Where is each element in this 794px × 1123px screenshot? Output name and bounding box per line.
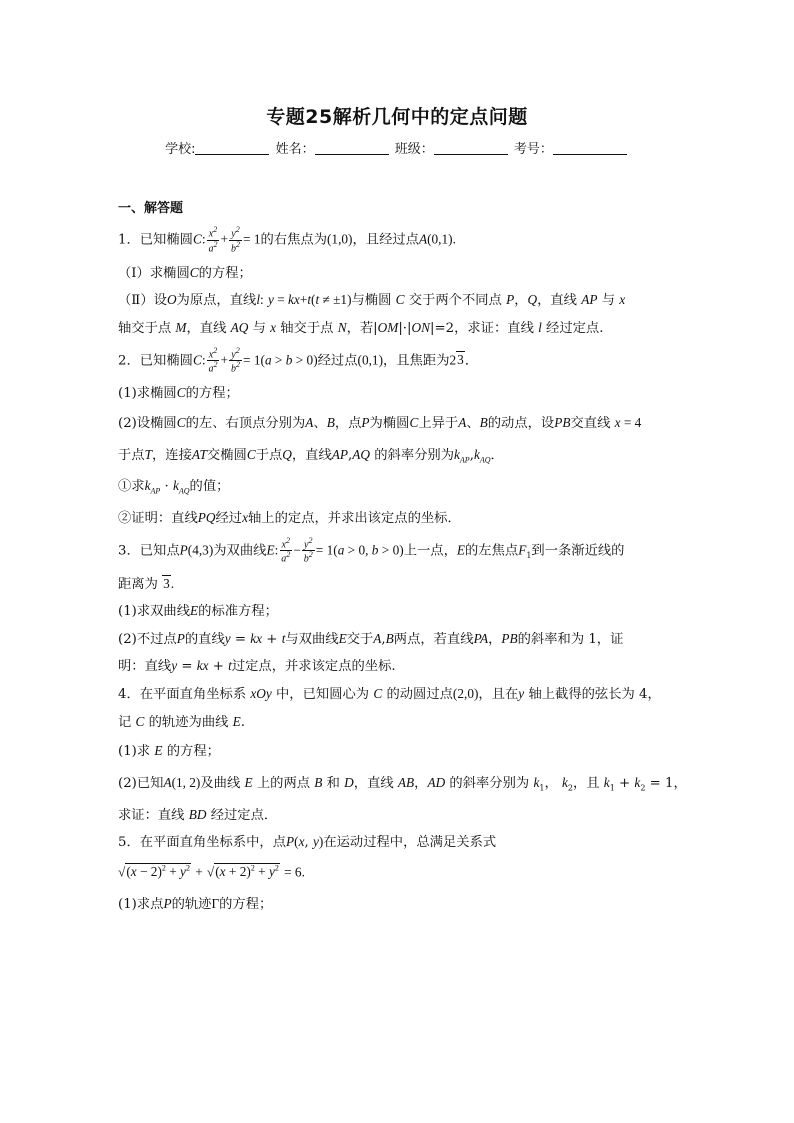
- problems-section: [118, 200, 687, 914]
- problem-2: 2．已知椭圆C: $\frac{x^2}{a^2}$ + $\frac{y^2}{b^2}$ = 1(a > b > 0)经过点(0,1)，且焦距为23． (1)求椭圆C的方程； (2)设椭圆C的左、右顶点分别为A、B，点P为椭圆C上异于A、B的动点，设PB交直线 x = 4 于点T，连接AT交椭圆C于点Q，直线AP,AQ 的斜率分别为$k_{AP},k_{AQ}$． ①求$k_{AP} \cdot k_{AQ}$的值； ②证明：直线PQ经过x轴上的定点，并求出该定点的坐标．: [118, 345, 642, 527]
- equation-line: $√(x - 2)^2 + y^2 + √(x + 2)^2 + y^2 = 6$.: [118, 863, 305, 880]
- school-blank[interactable]: [195, 142, 269, 155]
- problem-5: 5．在平面直角坐标系中，点P(x, y)在运动过程中，总满足关系式 $√(x - 2)^2 + y^2 + √(x + 2)^2 + y^2 = 6$. (1)求点P的轨迹Γ的方程；: [118, 833, 684, 914]
- name-blank[interactable]: [315, 142, 389, 155]
- section-heading: 一、解答题: [118, 201, 184, 216]
- class-blank[interactable]: [434, 142, 508, 155]
- problem-4: 4．在平面直角坐标系 xOy 中，已知圆心为 C 的动圆过点(2,0)，且在y 轴上截得的弦长为 4， 记 C 的轨迹为曲线 E. (1)求 E 的方程； (2)已知A(1, 2)及曲线 E 上的两点 B 和 D，直线 AB，AD 的斜率分别为 $k_1$， $k_2$，且 $k_1 + k_2 = 1$， 求证：直线 BD 经过定点．: [118, 685, 687, 823]
- problem-1: 1．已知椭圆C: $\frac{x^2}{a^2}$ + $\frac{y^2}{b^2}$ = 1的右焦点为(1,0)，且经过点A(0,1). （Ⅰ）求椭圆C的方程； （Ⅱ）设O为原点，直线l: y = kx+t(t ≠ ±1)与椭圆 C 交于两个不同点 P，Q，直线 AP 与 x 轴交于点 M，直线 AQ 与 x 轴交于点 N，若|OM|·|ON|=2，求证：直线 l 经过定点.: [118, 225, 626, 337]
- school-label: 学校:: [165, 142, 196, 157]
- problem-3: 3．已知点P(4,3)为双曲线E: $\frac{x^2}{a^2}$ − $\frac{y^2}{b^2}$ = 1(a > 0, b > 0)上一点，E的左焦点$F_1$到一条渐近线的 距离为 3. (1)求双曲线E的标准方程； (2)不过点P的直线y = kx + t与双曲线E交于A,B两点，若直线PA，PB的斜率和为 1，证 明：直线y = kx + t过定点，并求该定点的坐标.: [118, 535, 625, 675]
- name-label: 姓名：: [275, 142, 315, 157]
- student-info-line: [0, 138, 794, 157]
- number-label: 考号：: [513, 142, 553, 157]
- number-blank[interactable]: [553, 142, 627, 155]
- page-title: 专题25解析几何中的定点问题: [266, 106, 528, 128]
- class-label: 班级：: [394, 142, 434, 157]
